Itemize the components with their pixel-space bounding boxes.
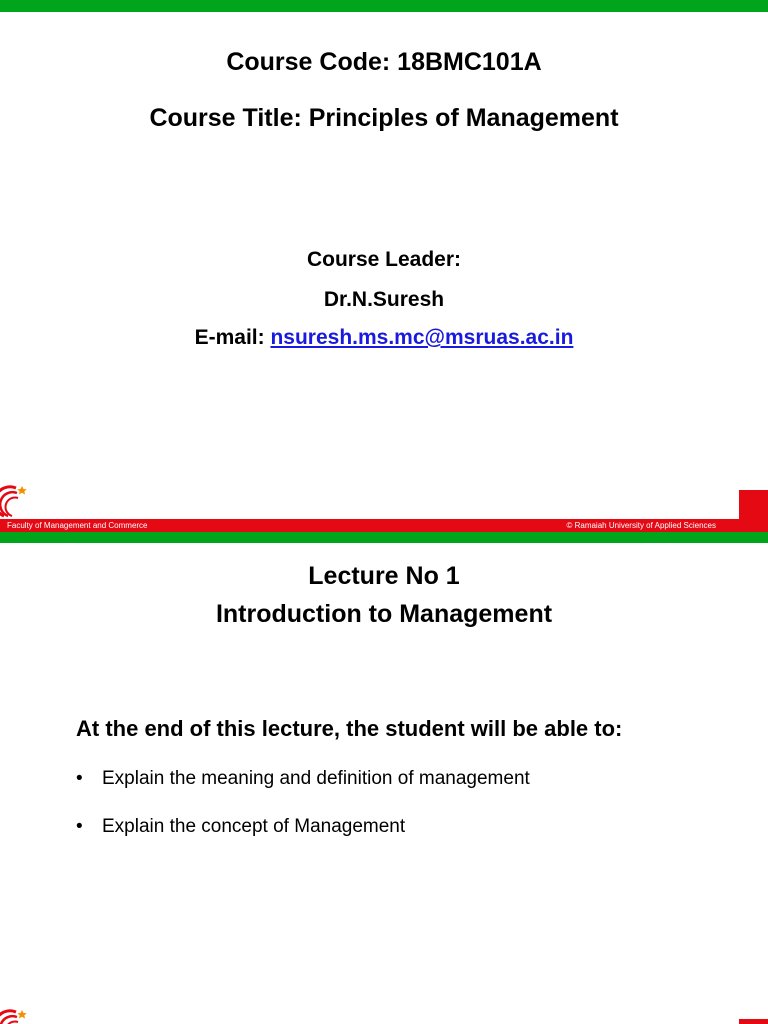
objective-text: Explain the meaning and definition of management bbox=[102, 768, 530, 789]
top-green-bar bbox=[0, 532, 768, 543]
footer-red-tab bbox=[739, 490, 768, 520]
objectives-heading: At the end of this lecture, the student will be able to: bbox=[76, 716, 623, 741]
footer-faculty: Faculty of Management and Commerce bbox=[7, 521, 148, 530]
top-green-bar bbox=[0, 0, 768, 12]
bullet-icon: • bbox=[76, 816, 83, 837]
footer-copyright: © Ramaiah University of Applied Sciences bbox=[566, 521, 716, 530]
list-item bbox=[76, 768, 530, 790]
ramaiah-university-logo-icon bbox=[0, 480, 34, 520]
course-code: Course Code: 18BMC101A bbox=[226, 48, 542, 76]
course-leader-label: Course Leader: bbox=[306, 248, 462, 271]
email-label: E-mail: bbox=[194, 326, 271, 349]
objective-text: Explain the concept of Management bbox=[102, 816, 406, 837]
lecture-title: Introduction to Management bbox=[215, 600, 553, 628]
email-line bbox=[0, 326, 768, 350]
bullet-icon: • bbox=[76, 768, 83, 789]
course-title: Course Title: Principles of Management bbox=[149, 104, 619, 132]
slide-2 bbox=[0, 532, 768, 1024]
email-link[interactable]: nsuresh.ms.mc@msruas.ac.in bbox=[270, 326, 574, 349]
lecture-number: Lecture No 1 bbox=[308, 562, 460, 590]
list-item bbox=[76, 816, 405, 838]
course-leader-name: Dr.N.Suresh bbox=[323, 288, 445, 311]
footer-red-tab bbox=[739, 1019, 768, 1024]
ramaiah-university-logo-icon bbox=[0, 1004, 34, 1024]
